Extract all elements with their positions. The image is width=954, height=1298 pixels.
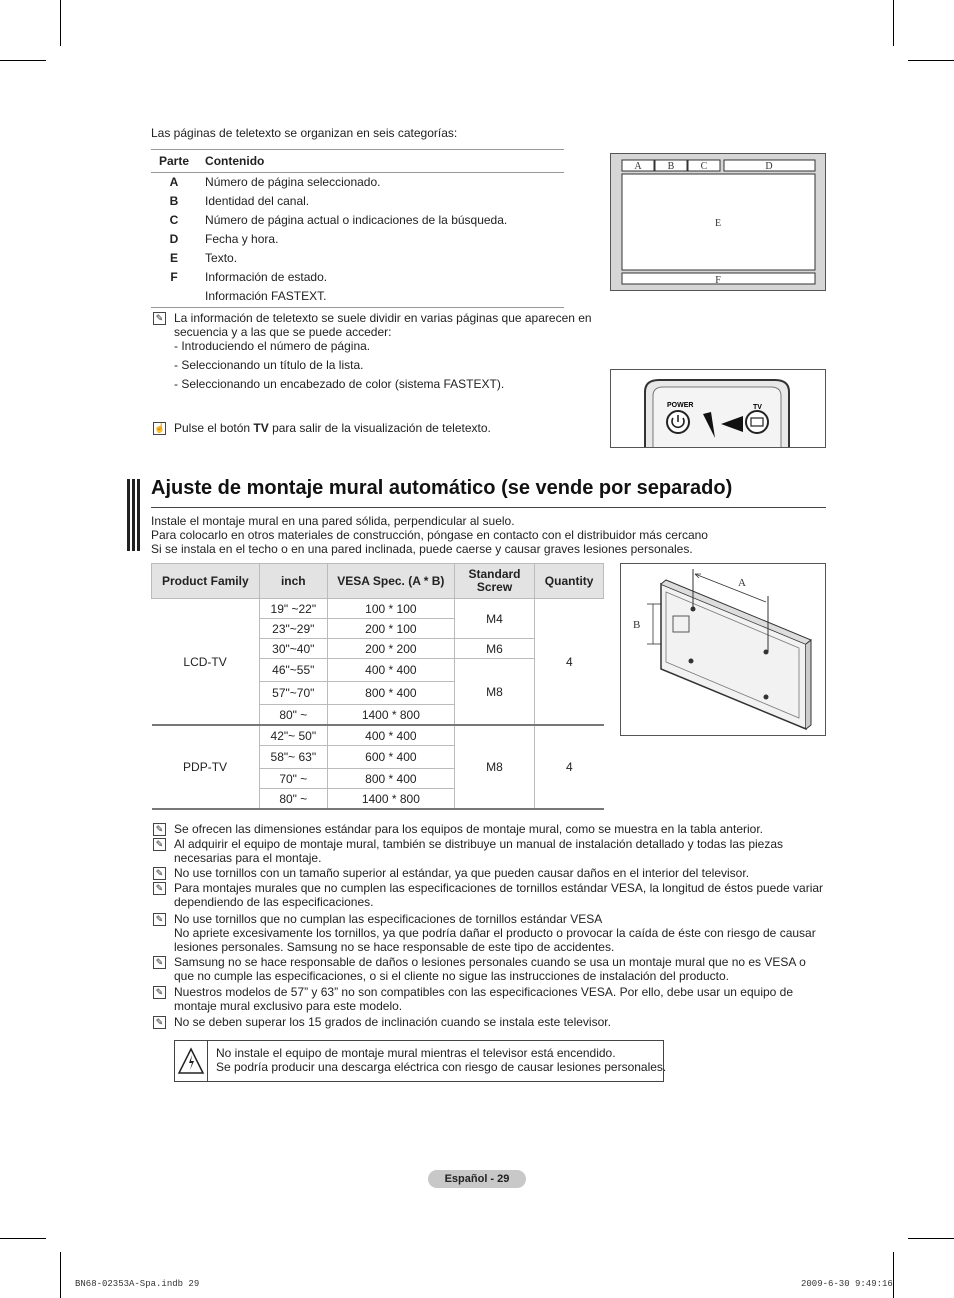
teletext-diagram xyxy=(610,153,826,291)
product-family: LCD-TV xyxy=(152,599,260,726)
quantity-cell: 4 xyxy=(535,725,604,809)
part-value: Texto. xyxy=(205,251,238,265)
divider xyxy=(151,507,826,508)
part-key: C xyxy=(169,213,179,227)
diagram-label-f: F xyxy=(715,275,721,286)
crop-mark xyxy=(60,1252,61,1298)
part-key: D xyxy=(169,232,179,246)
table-header: VESA Spec. (A * B) xyxy=(327,564,454,599)
note-icon: ✎ xyxy=(153,312,166,325)
table-header: inch xyxy=(259,564,327,599)
crop-mark xyxy=(893,0,894,46)
list-item xyxy=(153,881,828,912)
warning-text: No instale el equipo de montaje mural mientras el televisor está encendido. xyxy=(216,1046,616,1060)
section-intro xyxy=(151,514,708,556)
table-header: Parte xyxy=(151,150,197,173)
intro-text: Las páginas de teletexto se organizan en seis categorías: xyxy=(151,126,458,140)
tv-button xyxy=(746,411,768,433)
paragraph-line: Si se instala en el techo o en una pared inclinada, puede caerse y causar graves lesiones personales. xyxy=(151,542,693,556)
list-item xyxy=(153,1015,828,1030)
product-family: PDP-TV xyxy=(152,725,260,809)
teletext-parts-table xyxy=(151,149,564,308)
part-key: F xyxy=(170,270,178,284)
date-slug: 2009-6-30 9:49:16 xyxy=(801,1279,893,1289)
vesa-cell: 100 * 100 xyxy=(327,599,454,619)
list-item: - Seleccionando un título de la lista. xyxy=(174,358,364,372)
part-key: A xyxy=(169,175,179,189)
note-text: Para montajes murales que no cumplen las especificaciones de tornillos estándar VESA, la longitud de éstos puede variar dependiendo de las especificaciones. xyxy=(174,881,824,909)
table-row xyxy=(151,249,564,268)
table-row xyxy=(151,192,564,211)
inch-cell: 46"~55" xyxy=(259,659,327,682)
table-header: Product Family xyxy=(152,564,260,599)
list-item xyxy=(153,837,828,866)
vesa-cell: 600 * 400 xyxy=(327,746,454,769)
notes-list xyxy=(153,822,828,1030)
diagram-label-b: B xyxy=(667,161,675,172)
note-text: Nuestros modelos de 57” y 63” no son compatibles con las especificaciones VESA. Por ello, debe usar un equipo de montaje mural exclusivo para este modelo. xyxy=(174,985,794,1013)
part-value: Información de estado. xyxy=(205,270,328,284)
warning-icon xyxy=(175,1041,207,1081)
crop-mark xyxy=(908,60,954,61)
diagram-label-d: D xyxy=(765,161,773,172)
part-key: E xyxy=(170,251,179,265)
table-row xyxy=(152,599,604,619)
diagram-label-a: A xyxy=(634,161,642,172)
warning-icon-cell xyxy=(175,1041,208,1081)
warning-box xyxy=(174,1040,667,1082)
vesa-cell: 800 * 400 xyxy=(327,682,454,705)
section-title: Ajuste de montaje mural automático (se vende por separado) xyxy=(151,477,733,499)
list-item xyxy=(153,912,828,955)
part-value: Número de página actual o indicaciones de la búsqueda. xyxy=(205,213,508,227)
list-item xyxy=(153,955,828,985)
note-text: No se deben superar los 15 grados de inclinación cuando se instala este televisor. xyxy=(174,1015,611,1029)
crop-mark xyxy=(60,0,61,46)
inch-cell: 30"~40" xyxy=(259,639,327,659)
vesa-cell: 400 * 400 xyxy=(327,725,454,746)
note-icon: ✎ xyxy=(153,882,166,895)
tv-note-text: Pulse el botón xyxy=(174,421,254,435)
mount-label-b: B xyxy=(633,619,641,631)
note-text: Al adquirir el equipo de montaje mural, también se distribuye un manual de instalación detallado y todas las piezas necesarias para el montaje. xyxy=(174,837,784,865)
screw-cell: M8 xyxy=(454,725,534,809)
inch-cell: 80" ~ xyxy=(259,705,327,726)
crop-mark xyxy=(908,1238,954,1239)
inch-cell: 23"~29" xyxy=(259,619,327,639)
table-header: Contenido xyxy=(197,150,564,173)
part-key: B xyxy=(169,194,179,208)
table-header: Standard Screw xyxy=(454,564,534,599)
screw-cell: M8 xyxy=(454,659,534,726)
table-row xyxy=(151,268,564,287)
inch-cell: 58"~ 63" xyxy=(259,746,327,769)
paragraph-line: Instale el montaje mural en una pared sólida, perpendicular al suelo. xyxy=(151,514,515,528)
table-row xyxy=(151,230,564,249)
note-icon: ✎ xyxy=(153,956,166,969)
remote-illustration xyxy=(610,369,826,448)
note-text: Se ofrecen las dimensiones estándar para los equipos de montaje mural, como se muestra en la tabla anterior. xyxy=(174,822,763,836)
part-value: Número de página seleccionado. xyxy=(205,175,381,189)
list-item: - Introduciendo el número de página. xyxy=(174,339,371,353)
part-value: Información FASTEXT. xyxy=(197,287,564,308)
table-row xyxy=(152,725,604,746)
inch-cell: 80" ~ xyxy=(259,789,327,810)
table-row xyxy=(151,173,564,193)
file-slug: BN68-02353A-Spa.indb 29 xyxy=(75,1279,200,1289)
tv-note-text: para salir de la visualización de teletexto. xyxy=(268,421,491,435)
note-icon: ✎ xyxy=(153,913,166,926)
part-key xyxy=(151,287,197,308)
note-icon: ✎ xyxy=(153,1016,166,1029)
quantity-cell: 4 xyxy=(535,599,604,726)
screw-cell: M6 xyxy=(454,639,534,659)
list-item xyxy=(153,866,828,881)
diagram-label-e: E xyxy=(714,218,722,229)
vesa-cell: 800 * 400 xyxy=(327,769,454,789)
crop-mark xyxy=(0,60,46,61)
vesa-cell: 1400 * 800 xyxy=(327,789,454,810)
inch-cell: 57"~70" xyxy=(259,682,327,705)
vesa-cell: 200 * 100 xyxy=(327,619,454,639)
inch-cell: 42"~ 50" xyxy=(259,725,327,746)
list-item xyxy=(153,822,828,837)
power-label: POWER xyxy=(667,402,694,409)
table-header: Quantity xyxy=(535,564,604,599)
note-icon: ✎ xyxy=(153,986,166,999)
part-value: Fecha y hora. xyxy=(205,232,279,246)
note-icon: ✎ xyxy=(153,838,166,851)
page-number: Español - 29 xyxy=(428,1170,526,1188)
part-value: Identidad del canal. xyxy=(205,194,310,208)
list-item: - Seleccionando un encabezado de color (sistema FASTEXT). xyxy=(174,377,505,391)
screw-cell: M4 xyxy=(454,599,534,639)
vesa-table xyxy=(151,563,604,810)
inch-cell: 70" ~ xyxy=(259,769,327,789)
diagram-label-c: C xyxy=(700,161,708,172)
crop-mark xyxy=(893,1252,894,1298)
tv-label: TV xyxy=(753,404,762,411)
note-text: La información de teletexto se suele dividir en varias páginas que aparecen en secuencia y a las que se puede acceder: xyxy=(174,311,592,339)
hand-icon: ☝ xyxy=(154,423,166,433)
vesa-cell: 400 * 400 xyxy=(327,659,454,682)
paragraph-line: Para colocarlo en otros materiales de construcción, póngase en contacto con el distribuidor más cercano xyxy=(151,528,708,542)
vesa-cell: 200 * 200 xyxy=(327,639,454,659)
mount-label-a: A xyxy=(738,577,746,589)
note-icon: ✎ xyxy=(153,867,166,880)
note-text: No use tornillos que no cumplan las especificaciones de tornillos estándar VESA No apriete excesivamente los tornillos, ya que podría dañar el producto o provocar la caída de éste con riesgo de causar lesiones personales. Samsung no se hace responsable de este tipo de accidentes. xyxy=(174,912,816,954)
list-item xyxy=(153,985,828,1015)
note-icon: ✎ xyxy=(153,823,166,836)
note-text: Samsung no se hace responsable de daños o lesiones personales cuando se usa un montaje mural que no es VESA o que no cumple las especificaciones, o si el cliente no sigue las instrucciones de instalación del producto. xyxy=(174,955,806,983)
vesa-cell: 1400 * 800 xyxy=(327,705,454,726)
warning-text: Se podría producir una descarga eléctrica con riesgo de causar lesiones personales. xyxy=(216,1060,667,1074)
table-row xyxy=(151,211,564,230)
tv-note-bold: TV xyxy=(253,421,269,435)
note-text: No use tornillos con un tamaño superior al estándar, ya que pueden causar daños en el interior del televisor. xyxy=(174,866,750,880)
inch-cell: 19" ~22" xyxy=(259,599,327,619)
wall-mount-diagram xyxy=(620,563,826,736)
table-row xyxy=(151,287,564,308)
crop-mark xyxy=(0,1238,46,1239)
